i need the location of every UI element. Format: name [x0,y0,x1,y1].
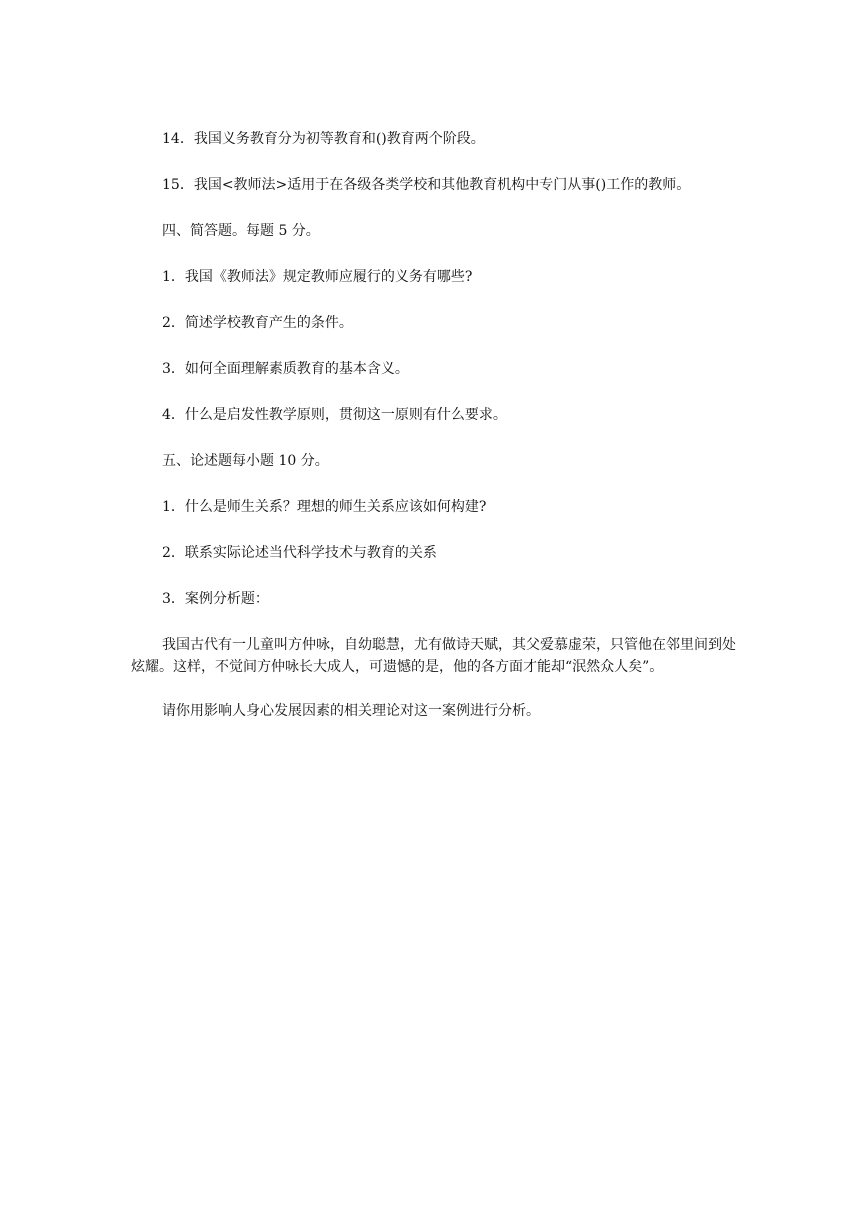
document-body [131,128,736,746]
short-answer-question-1: 1．我国《教师法》规定教师应履行的义务有哪些? [162,269,473,285]
essay-question-1: 1．什么是师生关系？理想的师生关系应该如何构建? [162,499,487,515]
short-answer-question-3: 3．如何全面理解素质教育的基本含义。 [162,361,409,377]
case-study-prompt: 请你用影响人身心发展因素的相关理论对这一案例进行分析。 [162,703,540,719]
section-heading-essay: 五、论述题每小题 10 分。 [162,453,329,469]
case-study-text: 我国古代有一儿童叫方仲咏，自幼聪慧，尤有做诗天赋，其父爱慕虚荣，只管他在邻里间到处炫耀。这样，不觉间方仲咏长大成人，可遗憾的是，他的各方面才能却“泯然众人矣”。 [131,637,736,675]
short-answer-question-2: 2．简述学校教育产生的条件。 [162,315,353,331]
section-heading-short-answer: 四、简答题。每题 5 分。 [162,223,320,239]
question-14: 14．我国义务教育分为初等教育和()教育两个阶段。 [162,131,485,147]
short-answer-question-4: 4．什么是启发性教学原则，贯彻这一原则有什么要求。 [162,407,507,423]
essay-question-3: 3．案例分析题： [162,591,269,607]
question-15: 15．我国<教师法>适用于在各级各类学校和其他教育机构中专门从事()工作的教师。 [162,177,691,193]
essay-question-2: 2．联系实际论述当代科学技术与教育的关系 [162,545,437,561]
